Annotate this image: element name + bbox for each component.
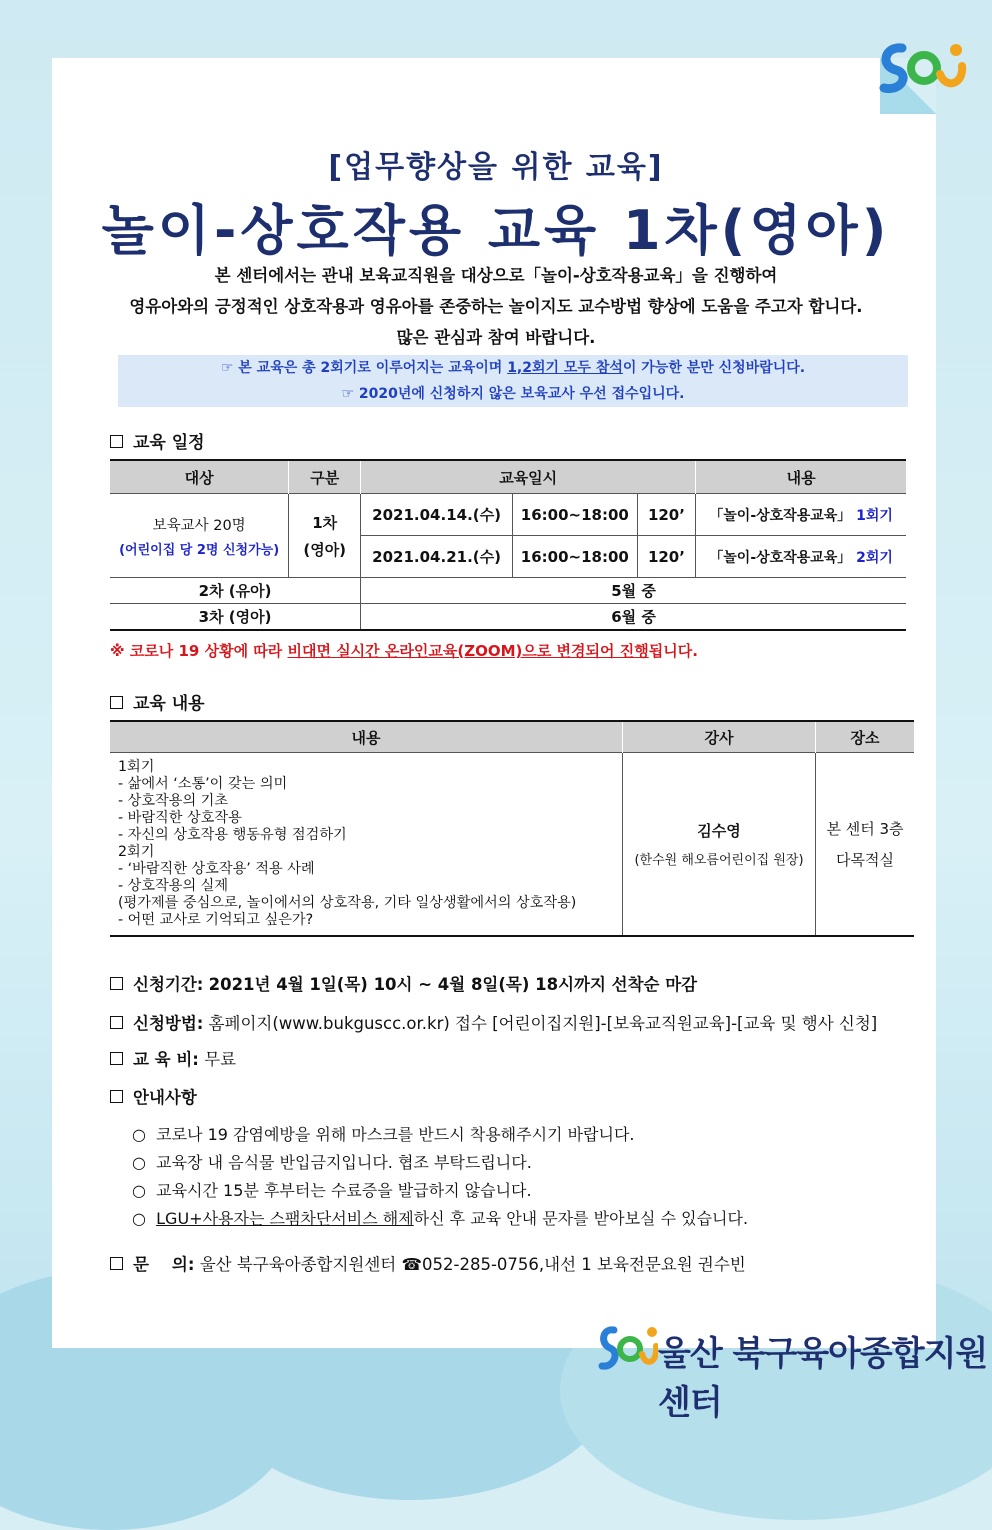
content-table <box>110 720 914 937</box>
checkbox-square-icon <box>110 977 123 990</box>
guide-item: ○ 코로나 19 감염예방을 위해 마스크를 반드시 착용해주시기 바랍니다. <box>132 1125 635 1144</box>
covid-notice: ※ 코로나 19 상황에 따라 비대면 실시간 온라인교육(ZOOM)으로 변경되어 진행됩니다. <box>110 642 698 660</box>
checkbox-square-icon <box>110 1090 123 1103</box>
notice-line-2: ☞ 2020년에 신청하지 않은 보육교사 우선 접수입니다. <box>341 386 685 402</box>
footer-org-name: 울산 북구육아종합지원센터 <box>658 1334 988 1423</box>
center-logo-icon <box>596 1322 658 1376</box>
round-cell: 1차 (영아) <box>289 494 361 578</box>
schedule-table <box>110 459 906 631</box>
checkbox-square-icon <box>110 1016 123 1029</box>
guide-item: ○ 교육장 내 음식물 반입금지입니다. 협조 부탁드립니다. <box>132 1153 532 1172</box>
notice-box <box>118 355 908 407</box>
instructor-cell: 김수영 (한수원 해오름어린이집 원장) <box>623 753 816 937</box>
intro-line-3: 많은 관심과 참여 바랍니다. <box>396 328 596 347</box>
page-subtitle: [업무향상을 위한 교육] <box>328 150 664 185</box>
table-row: 3차 (영아) 6월 중 <box>110 604 906 630</box>
table-row: 2차 (유아) 5월 중 <box>110 578 906 604</box>
guide-item: ○ LGU+사용자는 스팸차단서비스 해제하신 후 교육 안내 문자를 받아보실 수 있습니다. <box>132 1209 749 1228</box>
place-cell: 본 센터 3층 다목적실 <box>816 753 915 937</box>
checkbox-square-icon <box>110 1052 123 1065</box>
table-row: 2021.04.21.(수) 16:00~18:00 120’ 「놀이-상호작용교육」 2회기 <box>110 536 906 578</box>
intro-line-2: 영유아와의 긍정적인 상호작용과 영유아를 존중하는 놀이지도 교수방법 향상에 도움을 주고자 합니다. <box>129 297 863 316</box>
center-logo-icon <box>872 38 972 98</box>
guide-heading: 안내사항 <box>110 1084 197 1108</box>
schedule-heading: 교육 일정 <box>110 428 205 453</box>
page-title: 놀이-상호작용 교육 1차(영아) <box>101 199 891 262</box>
content-list: 1회기 - 삶에서 ‘소통’이 갖는 의미 - 상호작용의 기초 - 바람직한 상호작용 - 자신의 상호작용 행동유형 점검하기 2회기 - ‘바람직한 상호작용’ 적용 사례 - 상호작용의 실제 (평가제를 중심으로, 놀이에서의 상호작용, 기타 일상생활에서의 상호작용) - 어떤 교사로 기억되고 싶은가? <box>110 753 623 937</box>
apply-method: 신청방법: 홈페이지(www.bukguscc.or.kr) 접수 [어린이집지원]-[보육교직원교육]-[교육 및 행사 신청] <box>110 1010 877 1034</box>
fee: 교 육 비: 무료 <box>110 1046 236 1070</box>
table-header-row: 대상 구분 교육일시 내용 <box>110 460 906 494</box>
intro-line-1: 본 센터에서는 관내 보육교직원을 대상으로「놀이-상호작용교육」을 진행하여 <box>214 266 778 285</box>
checkbox-square-icon <box>110 696 123 709</box>
table-header-row: 내용 강사 장소 <box>110 721 914 753</box>
target-cell: 보육교사 20명 (어린이집 당 2명 신청가능) <box>110 494 289 578</box>
table-row <box>110 753 914 937</box>
notice-line-1: ☞ 본 교육은 총 2회기로 이루어지는 교육이며 1,2회기 모두 참석이 가능한 분만 신청바랍니다. <box>220 360 806 376</box>
guide-item: ○ 교육시간 15분 후부터는 수료증을 발급하지 않습니다. <box>132 1181 532 1200</box>
contact: 문 의: 울산 북구육아종합지원센터 ☎052-285-0756,내선 1 보육전문요원 권수빈 <box>110 1251 746 1275</box>
content-heading: 교육 내용 <box>110 689 205 714</box>
table-row: 보육교사 20명 (어린이집 당 2명 신청가능) 1차 (영아) 2021.04.14.(수) 16:00~18:00 120’ 「놀이-상호작용교육」 1회기 <box>110 494 906 536</box>
checkbox-square-icon <box>110 1257 123 1270</box>
apply-period: 신청기간: 2021년 4월 1일(목) 10시 ~ 4월 8일(목) 18시까지 선착순 마감 <box>110 971 697 995</box>
checkbox-square-icon <box>110 435 123 448</box>
